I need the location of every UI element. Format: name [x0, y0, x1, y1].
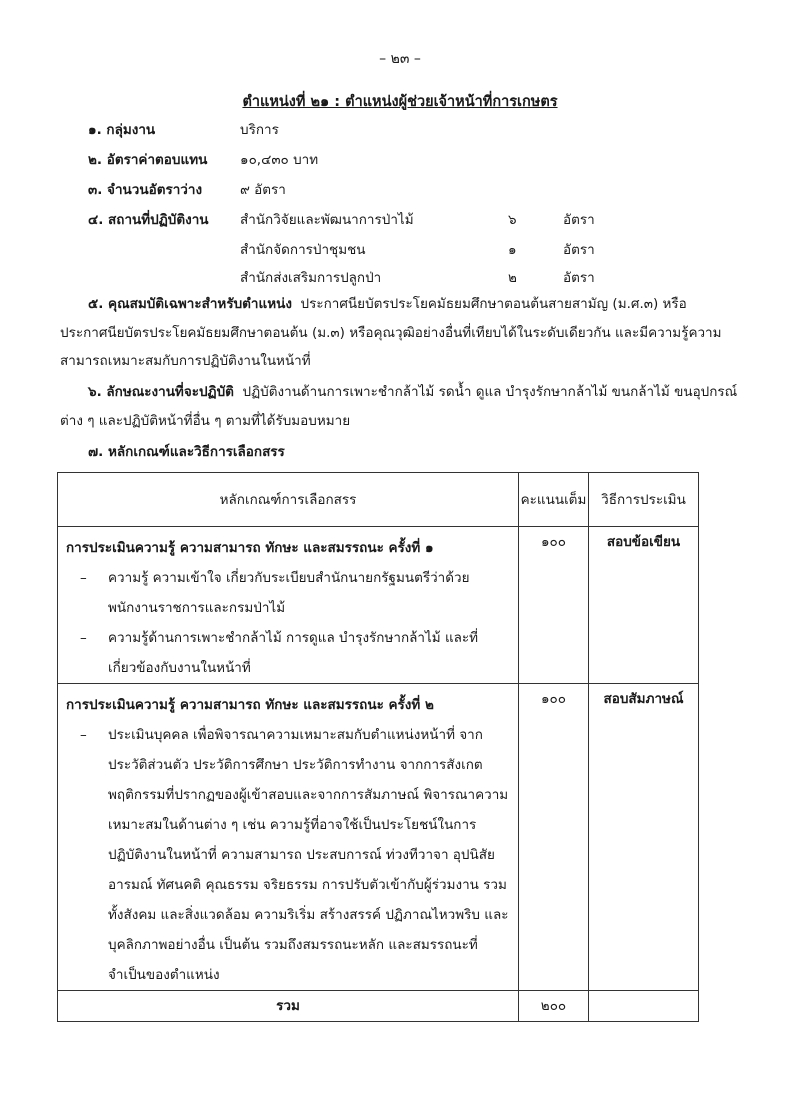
- total-label: รวม: [58, 991, 519, 1022]
- total-method-empty: [589, 991, 699, 1022]
- salary-label: ๒. อัตราค่าตอบแทน: [88, 152, 208, 168]
- table-header-row: [58, 473, 699, 527]
- header-criteria: หลักเกณฑ์การเลือกสรร: [58, 473, 519, 527]
- workplace-count: ๖: [508, 212, 517, 228]
- section-title: การประเมินความรู้ ความสามารถ ทักษะ และสมรรถนะ ครั้งที่ ๒: [66, 697, 434, 713]
- section-method: สอบข้อเขียน: [589, 527, 699, 684]
- vacancies-label: ๓. จำนวนอัตราว่าง: [88, 182, 203, 198]
- table-row: [58, 527, 699, 684]
- section-method: สอบสัมภาษณ์: [589, 684, 699, 991]
- work-group-label: ๑. กลุ่มงาน: [88, 122, 156, 138]
- workplace-unit: อัตรา: [563, 270, 595, 286]
- page-number: – ๒๓ –: [379, 51, 421, 67]
- workplace-name: สำนักส่งเสริมการปลูกป่า: [240, 270, 382, 286]
- salary-value: ๑๐,๔๓๐ บาท: [240, 152, 319, 168]
- section-score: ๑๐๐: [519, 527, 589, 684]
- workplace-name: สำนักวิจัยและพัฒนาการป่าไม้: [240, 212, 414, 228]
- duties-label: ๖. ลักษณะงานที่จะปฏิบัติ: [88, 384, 234, 400]
- duties-paragraph: [60, 378, 760, 435]
- header-score: คะแนนเต็ม: [519, 473, 589, 527]
- workplace-name: สำนักจัดการป่าชุมชน: [240, 242, 366, 258]
- qualification-paragraph: [60, 290, 760, 376]
- vacancies-value: ๙ อัตรา: [240, 182, 286, 198]
- qualification-text: ประกาศนียบัตรประโยคมัธยมศึกษาตอนต้นสายสามัญ (ม.ศ.๓) หรือประกาศนียบัตรประโยคมัธยมศึกษาตอนต้น (ม.๓) หรือคุณวุฒิอย่างอื่นที่เทียบได้ในระดับเดียวกัน และมีความรู้ความสามารถเหมาะสมกับการปฏิบัติงานในหน้าที่: [60, 296, 722, 369]
- workplace-unit: อัตรา: [563, 242, 595, 258]
- list-item: – ประเมินบุคคล เพื่อพิจารณาความเหมาะสมกับตำแหน่งหน้าที่ จากประวัติส่วนตัว ประวัติการศึกษา ประวัติการทำงาน จากการสังเกตพฤติกรรมที่ปรากฏของผู้เข้าสอบและจากการสัมภาษณ์ พิจารณาความเหมาะสมในด้านต่าง ๆ เช่น ความรู้ที่อาจใช้เป็นประโยชน์ในการปฏิบัติงานในหน้าที่ ความสามารถ ประสบการณ์ ท่วงทีวาจา อุปนิสัย อารมณ์ ทัศนคติ คุณธรรม จริยธรรม การปรับตัวเข้ากับผู้ร่วมงาน รวมทั้งสังคม และสิ่งแวดล้อม ความริเริ่ม สร้างสรรค์ ปฏิภาณไหวพริบ และบุคลิกภาพอย่างอื่น เป็นต้น รวมถึงสมรรถนะหลัก และสมรรถนะที่จำเป็นของตำแหน่ง: [58, 720, 518, 990]
- list-item: – ความรู้ ความเข้าใจ เกี่ยวกับระเบียบสำนักนายกรัฐมนตรีว่าด้วยพนักงานราชการและกรมป่าไม้: [58, 563, 518, 623]
- workplace-count: ๑: [508, 242, 517, 258]
- duties-text: ปฏิบัติงานด้านการเพาะชำกล้าไม้ รดน้ำ ดูแล บำรุงรักษากล้าไม้ ขนกล้าไม้ ขนอุปกรณ์ต่าง ๆ และปฏิบัติหน้าที่อื่น ๆ ตามที่ได้รับมอบหมาย: [60, 384, 738, 429]
- bullet-text: ความรู้ ความเข้าใจ เกี่ยวกับระเบียบสำนักนายกรัฐมนตรีว่าด้วยพนักงานราชการและกรมป่าไม้: [108, 570, 470, 616]
- section-score: ๑๐๐: [519, 684, 589, 991]
- table-row: [58, 684, 699, 991]
- page-title: ตำแหน่งที่ ๒๑ : ตำแหน่งผู้ช่วยเจ้าหน้าที่การเกษตร: [242, 94, 558, 110]
- criteria-table: [57, 472, 699, 1022]
- section-title: การประเมินความรู้ ความสามารถ ทักษะ และสมรรถนะ ครั้งที่ ๑: [66, 540, 434, 556]
- criteria-heading: ๗. หลักเกณฑ์และวิธีการเลือกสรร: [88, 444, 285, 460]
- list-item: – ความรู้ด้านการเพาะชำกล้าไม้ การดูแล บำรุงรักษากล้าไม้ และที่เกี่ยวข้องกับงานในหน้าที่: [58, 623, 518, 683]
- workplace-unit: อัตรา: [563, 212, 595, 228]
- bullet-text: ประเมินบุคคล เพื่อพิจารณาความเหมาะสมกับตำแหน่งหน้าที่ จากประวัติส่วนตัว ประวัติการศึกษา ประวัติการทำงาน จากการสังเกตพฤติกรรมที่ปรากฏของผู้เข้าสอบและจากการสัมภาษณ์ พิจารณาความเหมาะสมในด้านต่าง ๆ เช่น ความรู้ที่อาจใช้เป็นประโยชน์ในการปฏิบัติงานในหน้าที่ ความสามารถ ประสบการณ์ ท่วงทีวาจา อุปนิสัย อารมณ์ ทัศนคติ คุณธรรม จริยธรรม การปรับตัวเข้ากับผู้ร่วมงาน รวมทั้งสังคม และสิ่งแวดล้อม ความริเริ่ม สร้างสรรค์ ปฏิภาณไหวพริบ และบุคลิกภาพอย่างอื่น เป็นต้น รวมถึงสมรรถนะหลัก และสมรรถนะที่จำเป็นของตำแหน่ง: [108, 727, 509, 983]
- header-method: วิธีการประเมิน: [589, 473, 699, 527]
- bullet-text: ความรู้ด้านการเพาะชำกล้าไม้ การดูแล บำรุงรักษากล้าไม้ และที่เกี่ยวข้องกับงานในหน้าที่: [108, 630, 479, 676]
- qualification-label: ๕. คุณสมบัติเฉพาะสำหรับตำแหน่ง: [88, 296, 292, 312]
- work-group-value: บริการ: [240, 122, 279, 138]
- workplace-count: ๒: [508, 270, 517, 286]
- total-score: ๒๐๐: [519, 991, 589, 1022]
- workplace-label: ๔. สถานที่ปฏิบัติงาน: [88, 212, 209, 228]
- total-row: [58, 991, 699, 1022]
